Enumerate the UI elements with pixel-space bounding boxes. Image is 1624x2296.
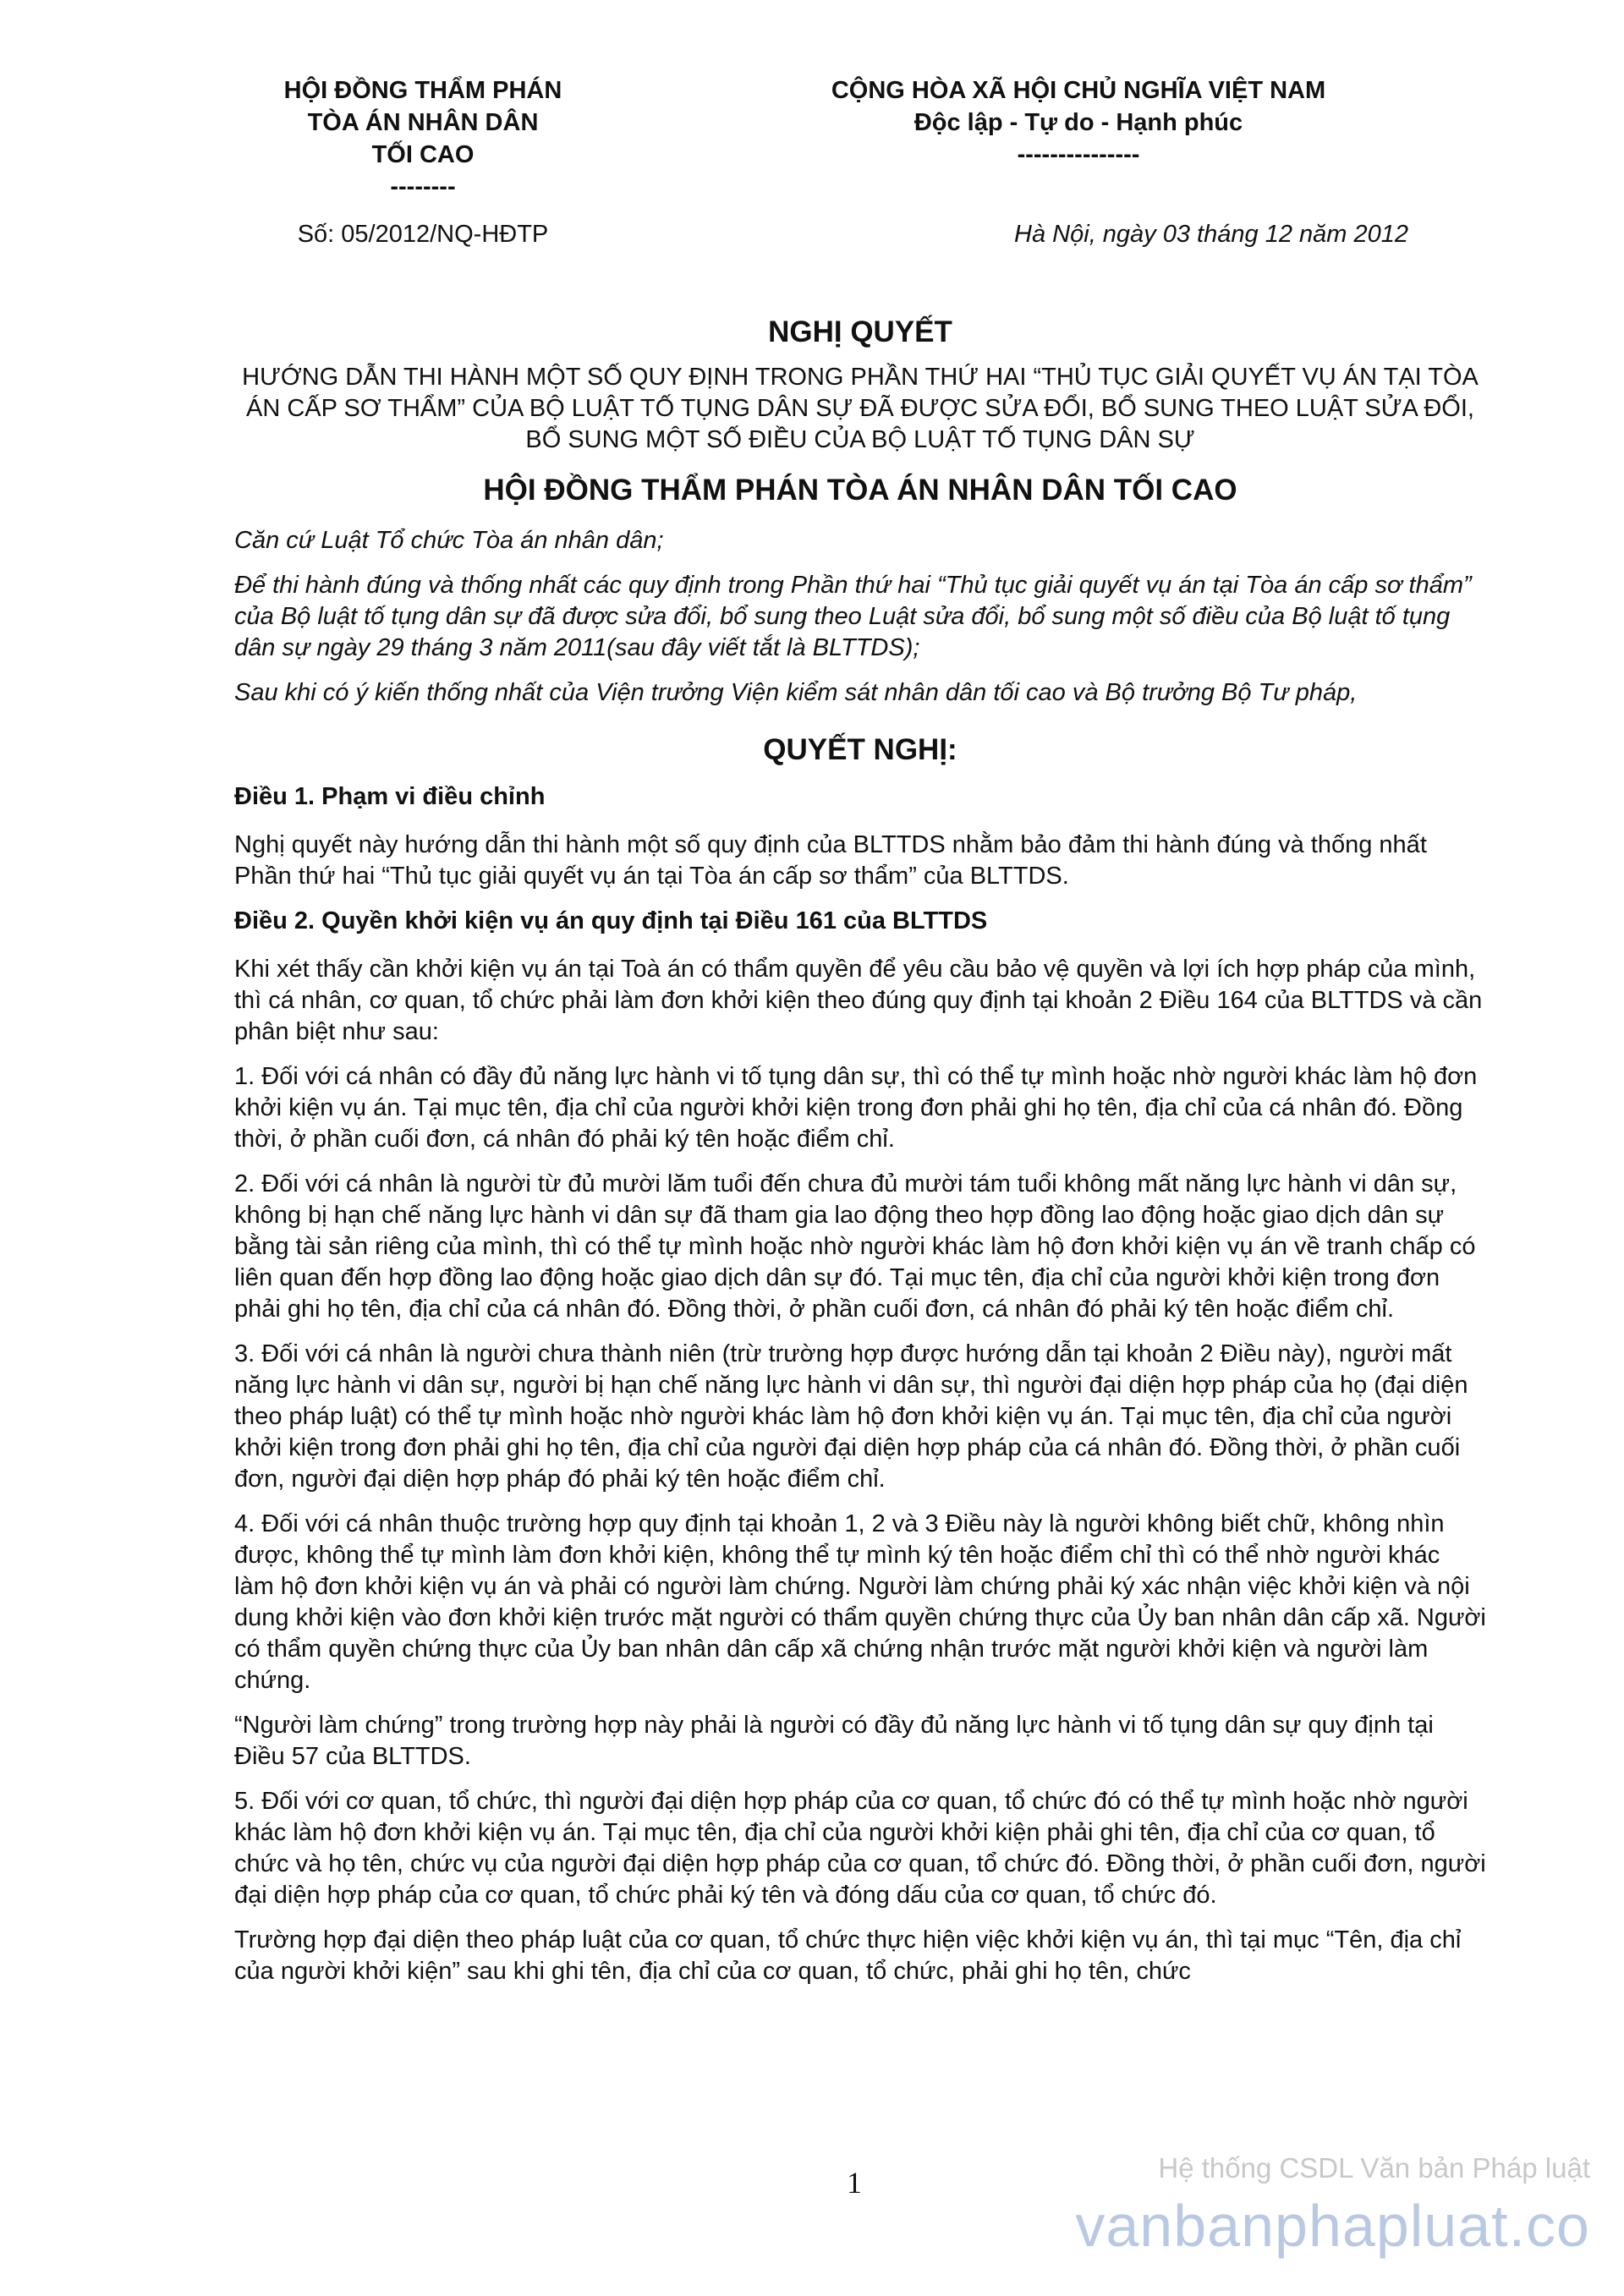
issuer-line: TÒA ÁN NHÂN DÂN xyxy=(307,109,539,136)
motto-divider: --------------- xyxy=(1017,141,1140,168)
country-name: CỘNG HÒA XÃ HỘI CHỦ NGHĨA VIỆT NAM xyxy=(831,77,1326,104)
council-heading: HỘI ĐỒNG THẨM PHÁN TÒA ÁN NHÂN DÂN TỐI CAO xyxy=(483,474,1237,507)
document-title: NGHỊ QUYẾT xyxy=(768,315,952,348)
preamble-paragraph: Sau khi có ý kiến thống nhất của Viện trưởng Viện kiểm sát nhân dân tối cao và Bộ trưởng Bộ Tư pháp, xyxy=(234,679,1358,706)
watermark-site: vanbanphapluat.co xyxy=(1075,2193,1590,2259)
article-1-heading: Điều 1. Phạm vi điều chỉnh xyxy=(234,783,546,810)
document-date: Hà Nội, ngày 03 tháng 12 năm 2012 xyxy=(1014,221,1408,248)
watermark-caption: Hệ thống CSDL Văn bản Pháp luật xyxy=(1158,2152,1590,2184)
document-subtitle: HƯỚNG DẪN THI HÀNH MỘT SỐ QUY ĐỊNH TRONG PHẦN THỨ HAI “THỦ TỤC GIẢI QUYẾT VỤ ÁN TẠI TÒA ÁN CẤP SƠ THẨM” CỦA BỘ LUẬT TỐ TỤNG DÂN SỰ ĐÃ ĐƯỢC SỬA ĐỔI, BỔ SUNG THEO LUẬT SỬA ĐỔI, BỔ SUNG MỘT SỐ ĐIỀU CỦA BỘ LUẬT TỐ TỤNG DÂN SỰ xyxy=(242,364,1479,453)
issuer-line: TỐI CAO xyxy=(371,141,475,168)
document-number: Số: 05/2012/NQ-HĐTP xyxy=(297,221,549,248)
preamble-paragraph: Để thi hành đúng và thống nhất các quy định trong Phần thứ hai “Thủ tục giải quyết vụ án tại Tòa án cấp sơ thẩm” của Bộ luật tố tụng dân sự đã được sửa đổi, bổ sung theo Luật sửa đổi, bổ sung một số điều của Bộ luật tố tụng dân sự ngày 29 tháng 3 năm 2011(sau đây viết tắt là BLTTDS); xyxy=(234,572,1472,661)
article-2-heading: Điều 2. Quyền khởi kiện vụ án quy định tại Điều 161 của BLTTDS xyxy=(234,907,988,934)
document-body xyxy=(234,313,1486,2001)
page-number: 1 xyxy=(847,2166,862,2200)
national-header xyxy=(749,74,1408,171)
article-2-paragraph: 2. Đối với cá nhân là người từ đủ mười lăm tuổi đến chưa đủ mười tám tuổi không mất năng lực hành vi dân sự, không bị hạn chế năng lực hành vi dân sự đã tham gia lao động theo hợp đồng lao động hoặc giao dịch dân sự bằng tài sản riêng của mình, thì có thể tự mình hoặc nhờ người khác làm hộ đơn khởi kiện vụ án về tranh chấp có liên quan đến hợp đồng lao động hoặc giao dịch dân sự đó. Tại mục tên, địa chỉ của người khởi kiện trong đơn phải ghi họ tên, địa chỉ của cá nhân đó. Đồng thời, ở phần cuối đơn, cá nhân đó phải ký tên hoặc điểm chỉ. xyxy=(234,1170,1476,1323)
motto: Độc lập - Tự do - Hạnh phúc xyxy=(914,109,1243,136)
article-2-paragraph: 4. Đối với cá nhân thuộc trường hợp quy định tại khoản 1, 2 và 3 Điều này là người không biết chữ, không nhìn được, không thể tự mình làm đơn khởi kiện, không thể tự mình ký tên hoặc điểm chỉ thì có thể nhờ người khác làm hộ đơn khởi kiện vụ án và phải có người làm chứng. Người làm chứng phải ký xác nhận việc khởi kiện và nội dung khởi kiện vào đơn khởi kiện trước mặt người có thẩm quyền chứng thực của Ủy ban nhân dân cấp xã. Người có thẩm quyền chứng thực của Ủy ban nhân dân cấp xã chứng nhận trước mặt người khởi kiện và người làm chứng. xyxy=(234,1510,1486,1694)
preamble-paragraph: Căn cứ Luật Tổ chức Tòa án nhân dân; xyxy=(234,527,664,554)
article-2-paragraph: 5. Đối với cơ quan, tổ chức, thì người đại diện hợp pháp của cơ quan, tổ chức đó có thể tự mình hoặc nhờ người khác làm hộ đơn khởi kiện vụ án. Tại mục tên, địa chỉ của người khởi kiện phải ghi tên, địa chỉ của cơ quan, tổ chức và họ tên, chức vụ của người đại diện hợp pháp của cơ quan, tổ chức đó. Đồng thời, ở phần cuối đơn, người đại diện hợp pháp của cơ quan, tổ chức phải ký tên và đóng dấu của cơ quan, tổ chức đó. xyxy=(234,1788,1486,1909)
article-2-paragraph: “Người làm chứng” trong trường hợp này phải là người có đầy đủ năng lực hành vi tố tụng dân sự quy định tại Điều 57 của BLTTDS. xyxy=(234,1712,1434,1770)
article-2-paragraph: Trường hợp đại diện theo pháp luật của cơ quan, tổ chức thực hiện việc khởi kiện vụ án, thì tại mục “Tên, địa chỉ của người khởi kiện” sau khi ghi tên, địa chỉ của cơ quan, tổ chức, phải ghi họ tên, chức xyxy=(234,1926,1462,1985)
resolve-heading: QUYẾT NGHỊ: xyxy=(763,733,957,766)
article-2-paragraph: 3. Đối với cá nhân là người chưa thành niên (trừ trường hợp được hướng dẫn tại khoản 2 Điều này), người mất năng lực hành vi dân sự, người bị hạn chế năng lực hành vi dân sự, thì người đại diện hợp pháp của họ (đại diện theo pháp luật) có thể tự mình hoặc nhờ người khác làm hộ đơn khởi kiện vụ án. Tại mục tên, địa chỉ của người khởi kiện trong đơn phải ghi họ tên, địa chỉ của người đại diện hợp pháp của cá nhân đó. Đồng thời, ở phần cuối đơn, người đại diện hợp pháp đó phải ký tên hoặc điểm chỉ. xyxy=(234,1340,1468,1493)
issuer-divider: -------- xyxy=(390,173,456,200)
article-2-paragraph: 1. Đối với cá nhân có đầy đủ năng lực hành vi tố tụng dân sự, thì có thể tự mình hoặc nhờ người khác làm hộ đơn khởi kiện vụ án. Tại mục tên, địa chỉ của người khởi kiện trong đơn phải ghi họ tên, địa chỉ của cá nhân đó. Đồng thời, ở phần cuối đơn, cá nhân đó phải ký tên hoặc điểm chỉ. xyxy=(234,1063,1478,1153)
issuer-line: HỘI ĐỒNG THẨM PHÁN xyxy=(283,77,562,104)
article-2-paragraph: Khi xét thấy cần khởi kiện vụ án tại Toà án có thẩm quyền để yêu cầu bảo vệ quyền và lợi ích hợp pháp của mình, thì cá nhân, cơ quan, tổ chức phải làm đơn khởi kiện theo đúng quy định tại khoản 2 Điều 164 của BLTTDS và cần phân biệt như sau: xyxy=(234,956,1483,1045)
issuer-block xyxy=(254,74,592,203)
article-1-text: Nghị quyết này hướng dẫn thi hành một số quy định của BLTTDS nhằm bảo đảm thi hành đúng và thống nhất Phần thứ hai “Thủ tục giải quyết vụ án tại Tòa án cấp sơ thẩm” của BLTTDS. xyxy=(234,831,1427,890)
